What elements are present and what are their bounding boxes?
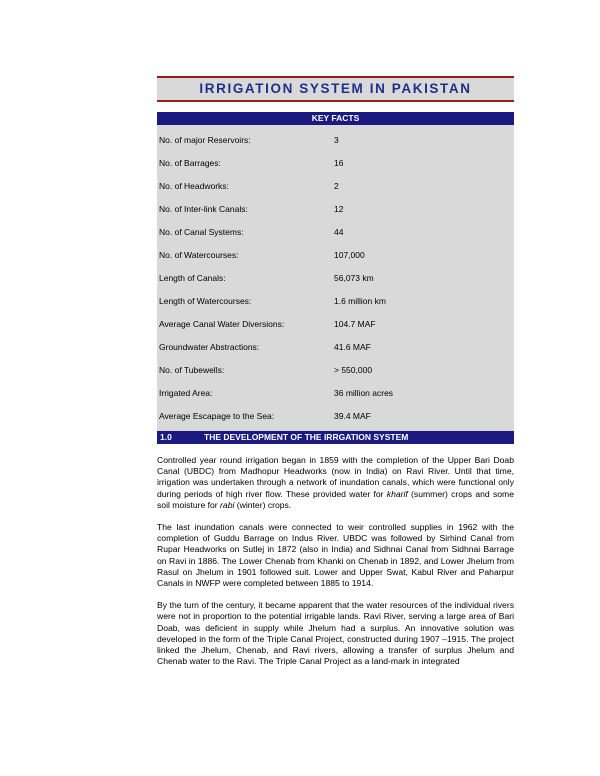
fact-label: No. of Canal Systems: (159, 226, 244, 237)
fact-row (157, 266, 514, 289)
fact-value: 3 (334, 134, 339, 145)
fact-row (157, 220, 514, 243)
title-box (157, 76, 514, 102)
fact-row (157, 404, 514, 427)
paragraph-1 (157, 455, 514, 511)
fact-label: No. of Watercourses: (159, 249, 239, 260)
fact-value: 1.6 million km (334, 295, 386, 306)
page-title: IRRIGATION SYSTEM IN PAKISTAN (199, 81, 472, 96)
fact-value: 36 million acres (334, 387, 394, 398)
paragraph-2: The last inundation canals were connected to weir controlled supplies in 1962 with the completion of Guddu Barrage on Indus River. UBDC was followed by Sirhind Canal from Rupar Headworks on Sutlej in 1872 (also in India) and Sidhnai Canal from Sidhnai Barrage on Ravi in 1886. The Lower Chenab from Khanki on Chenab in 1892, and Lower Jhelum from Rasul on Jhelum in 1901 followed suit. Lower and Upper Swat, Kabul River and Paharpur Canals in NWFP were completed between 1885 to 1914. (157, 522, 514, 589)
fact-row (157, 151, 514, 174)
paragraph-text: (winter) crops. (234, 499, 292, 510)
fact-label: No. of Inter-link Canals: (159, 203, 248, 214)
fact-value: > 550,000 (334, 364, 373, 375)
fact-label: Groundwater Abstractions: (159, 341, 260, 352)
fact-row (157, 174, 514, 197)
document-page (157, 76, 514, 667)
fact-value: 41.6 MAF (334, 341, 371, 352)
fact-row (157, 358, 514, 381)
fact-row (157, 243, 514, 266)
fact-label: Length of Canals: (159, 272, 226, 283)
fact-row (157, 197, 514, 220)
key-facts-table (157, 125, 514, 431)
key-facts-heading: KEY FACTS (157, 112, 514, 125)
italic-term: kharif (386, 488, 408, 499)
paragraph-3: By the turn of the century, it became apparent that the water resources of the individual rivers were not in proportion to the potential irrigable lands. Ravi River, serving a large area of Bari Doab, was deficient in supply while Jhelum had a surplus. An innovative solution was developed in the form of the Triple Canal Project, constructed during 1907 –1915. The project linked the Jhelum, Chenab, and Ravi rivers, allowing a transfer of surplus Jhelum and Chenab water to the Ravi. The Triple Canal Project as a land-mark in integrated (157, 600, 514, 667)
fact-label: No. of Headworks: (159, 180, 229, 191)
fact-value: 107,000 (334, 249, 365, 260)
fact-label: No. of Tubewells: (159, 364, 225, 375)
fact-value: 56,073 km (334, 272, 374, 283)
fact-value: 2 (334, 180, 339, 191)
fact-value: 12 (334, 203, 344, 214)
fact-row (157, 128, 514, 151)
fact-value: 39.4 MAF (334, 410, 371, 421)
fact-value: 16 (334, 157, 344, 168)
paragraph-text: (summer) crops and some soil moisture for (157, 488, 514, 510)
section-heading: THE DEVELOPMENT OF THE IRRGATION SYSTEM (204, 432, 409, 442)
section-number: 1.0 (160, 432, 172, 442)
fact-label: Average Canal Water Diversions: (159, 318, 285, 329)
section-heading-bar (157, 431, 514, 444)
fact-row (157, 312, 514, 335)
italic-term: rabi (220, 499, 235, 510)
fact-row (157, 335, 514, 358)
fact-row (157, 289, 514, 312)
fact-label: No. of Barrages: (159, 157, 221, 168)
paragraph-text: Controlled year round irrigation began in 1859 with the completion of the Upper Bari Doab Canal (UBDC) from Madhopur Headworks (now in India) on Ravi River. Until that time, irrigation was undertaken through a network of inundation canals, which were functional only during periods of high river flow. These provided water for (157, 455, 514, 499)
fact-label: No. of major Reservoirs: (159, 134, 251, 145)
fact-value: 104.7 MAF (334, 318, 376, 329)
fact-row (157, 381, 514, 404)
fact-value: 44 (334, 226, 344, 237)
fact-label: Length of Watercourses: (159, 295, 252, 306)
fact-label: Average Escapage to the Sea: (159, 410, 275, 421)
fact-label: Irrigated Area: (159, 387, 213, 398)
